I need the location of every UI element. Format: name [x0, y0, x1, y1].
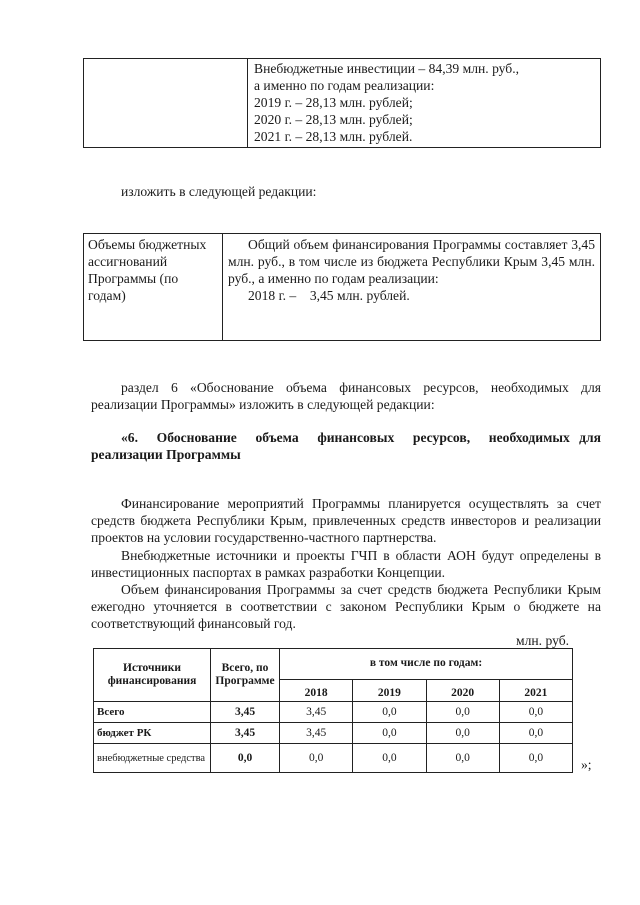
row-value: 0,0	[353, 702, 426, 723]
row-total: 3,45	[211, 702, 280, 723]
row-name: Всего	[94, 702, 211, 723]
section-intro: раздел 6 «Обоснование объема финансовых ресурсов, необходимых для реализации Программы» изложить в следующей редакции:	[91, 380, 601, 412]
top-table-line: 2020 г. – 28,13 млн. рублей;	[254, 112, 413, 127]
top-table-line: а именно по годам реализации:	[254, 78, 435, 93]
row-name: внебюджетные средства	[94, 744, 211, 773]
table-row	[94, 702, 573, 723]
table-row	[94, 723, 573, 744]
volumes-text: Общий объем финансирования Программы составляет 3,45 млн. руб., в том числе из бюджета Республики Крым 3,45 млн. руб., а именно по годам реализации:	[228, 237, 595, 286]
header-year: 2020	[426, 679, 499, 701]
row-value: 0,0	[353, 744, 426, 773]
paragraph: Внебюджетные источники и проекты ГЧП в области АОН будут определены в инвестиционных паспортах в рамках разработки Концепции.	[91, 548, 601, 580]
row-name: бюджет РК	[94, 723, 211, 744]
volumes-label-cell	[84, 234, 223, 341]
top-table-line: Внебюджетные инвестиции – 84,39 млн. руб.,	[254, 61, 520, 76]
row-value: 0,0	[499, 744, 572, 773]
top-table-empty-cell	[84, 59, 248, 148]
row-total: 3,45	[211, 723, 280, 744]
volumes-year-line: 2018 г. – 3,45 млн. рублей.	[248, 288, 410, 303]
units-label: млн. руб.	[516, 633, 570, 648]
row-value: 0,0	[499, 723, 572, 744]
paragraph: Объем финансирования Программы за счет средств бюджета Республики Крым ежегодно уточняется в соответствии с законом Республики Крым о бюджете на соответствующий финансовый год.	[91, 582, 601, 631]
row-value: 0,0	[426, 702, 499, 723]
row-value: 3,45	[280, 702, 353, 723]
header-year: 2018	[280, 679, 353, 701]
volumes-content-cell	[223, 234, 601, 341]
paragraph: Финансирование мероприятий Программы планируется осуществлять за счет средств бюджета Республики Крым, привлеченных средств инвесторов и реализации проектов на условии государственно-частного партнерства.	[91, 496, 601, 545]
table-row	[94, 744, 573, 773]
row-value: 0,0	[353, 723, 426, 744]
header-year: 2021	[499, 679, 572, 701]
volumes-label: Объемы бюджетных ассигнований Программы (по годам)	[88, 237, 207, 303]
top-table-line: 2021 г. – 28,13 млн. рублей.	[254, 129, 413, 144]
row-value: 3,45	[280, 723, 353, 744]
top-table-content-cell	[248, 59, 601, 148]
row-value: 0,0	[280, 744, 353, 773]
closing-mark: »;	[581, 757, 592, 772]
row-value: 0,0	[499, 702, 572, 723]
row-value: 0,0	[426, 723, 499, 744]
header-years: в том числе по годам:	[280, 649, 573, 680]
header-source: Источники финансирования	[94, 649, 211, 702]
header-total: Всего, по Программе	[211, 649, 280, 702]
volumes-table	[83, 233, 601, 341]
finance-table	[93, 648, 573, 773]
intro-text: изложить в следующей редакции:	[121, 184, 317, 199]
header-year: 2019	[353, 679, 426, 701]
row-total: 0,0	[211, 744, 280, 773]
top-table-line: 2019 г. – 28,13 млн. рублей;	[254, 95, 413, 110]
top-table	[83, 58, 601, 148]
row-value: 0,0	[426, 744, 499, 773]
section-title: «6. Обоснование объема финансовых ресурсов, необходимых для реализации Программы	[91, 430, 605, 462]
